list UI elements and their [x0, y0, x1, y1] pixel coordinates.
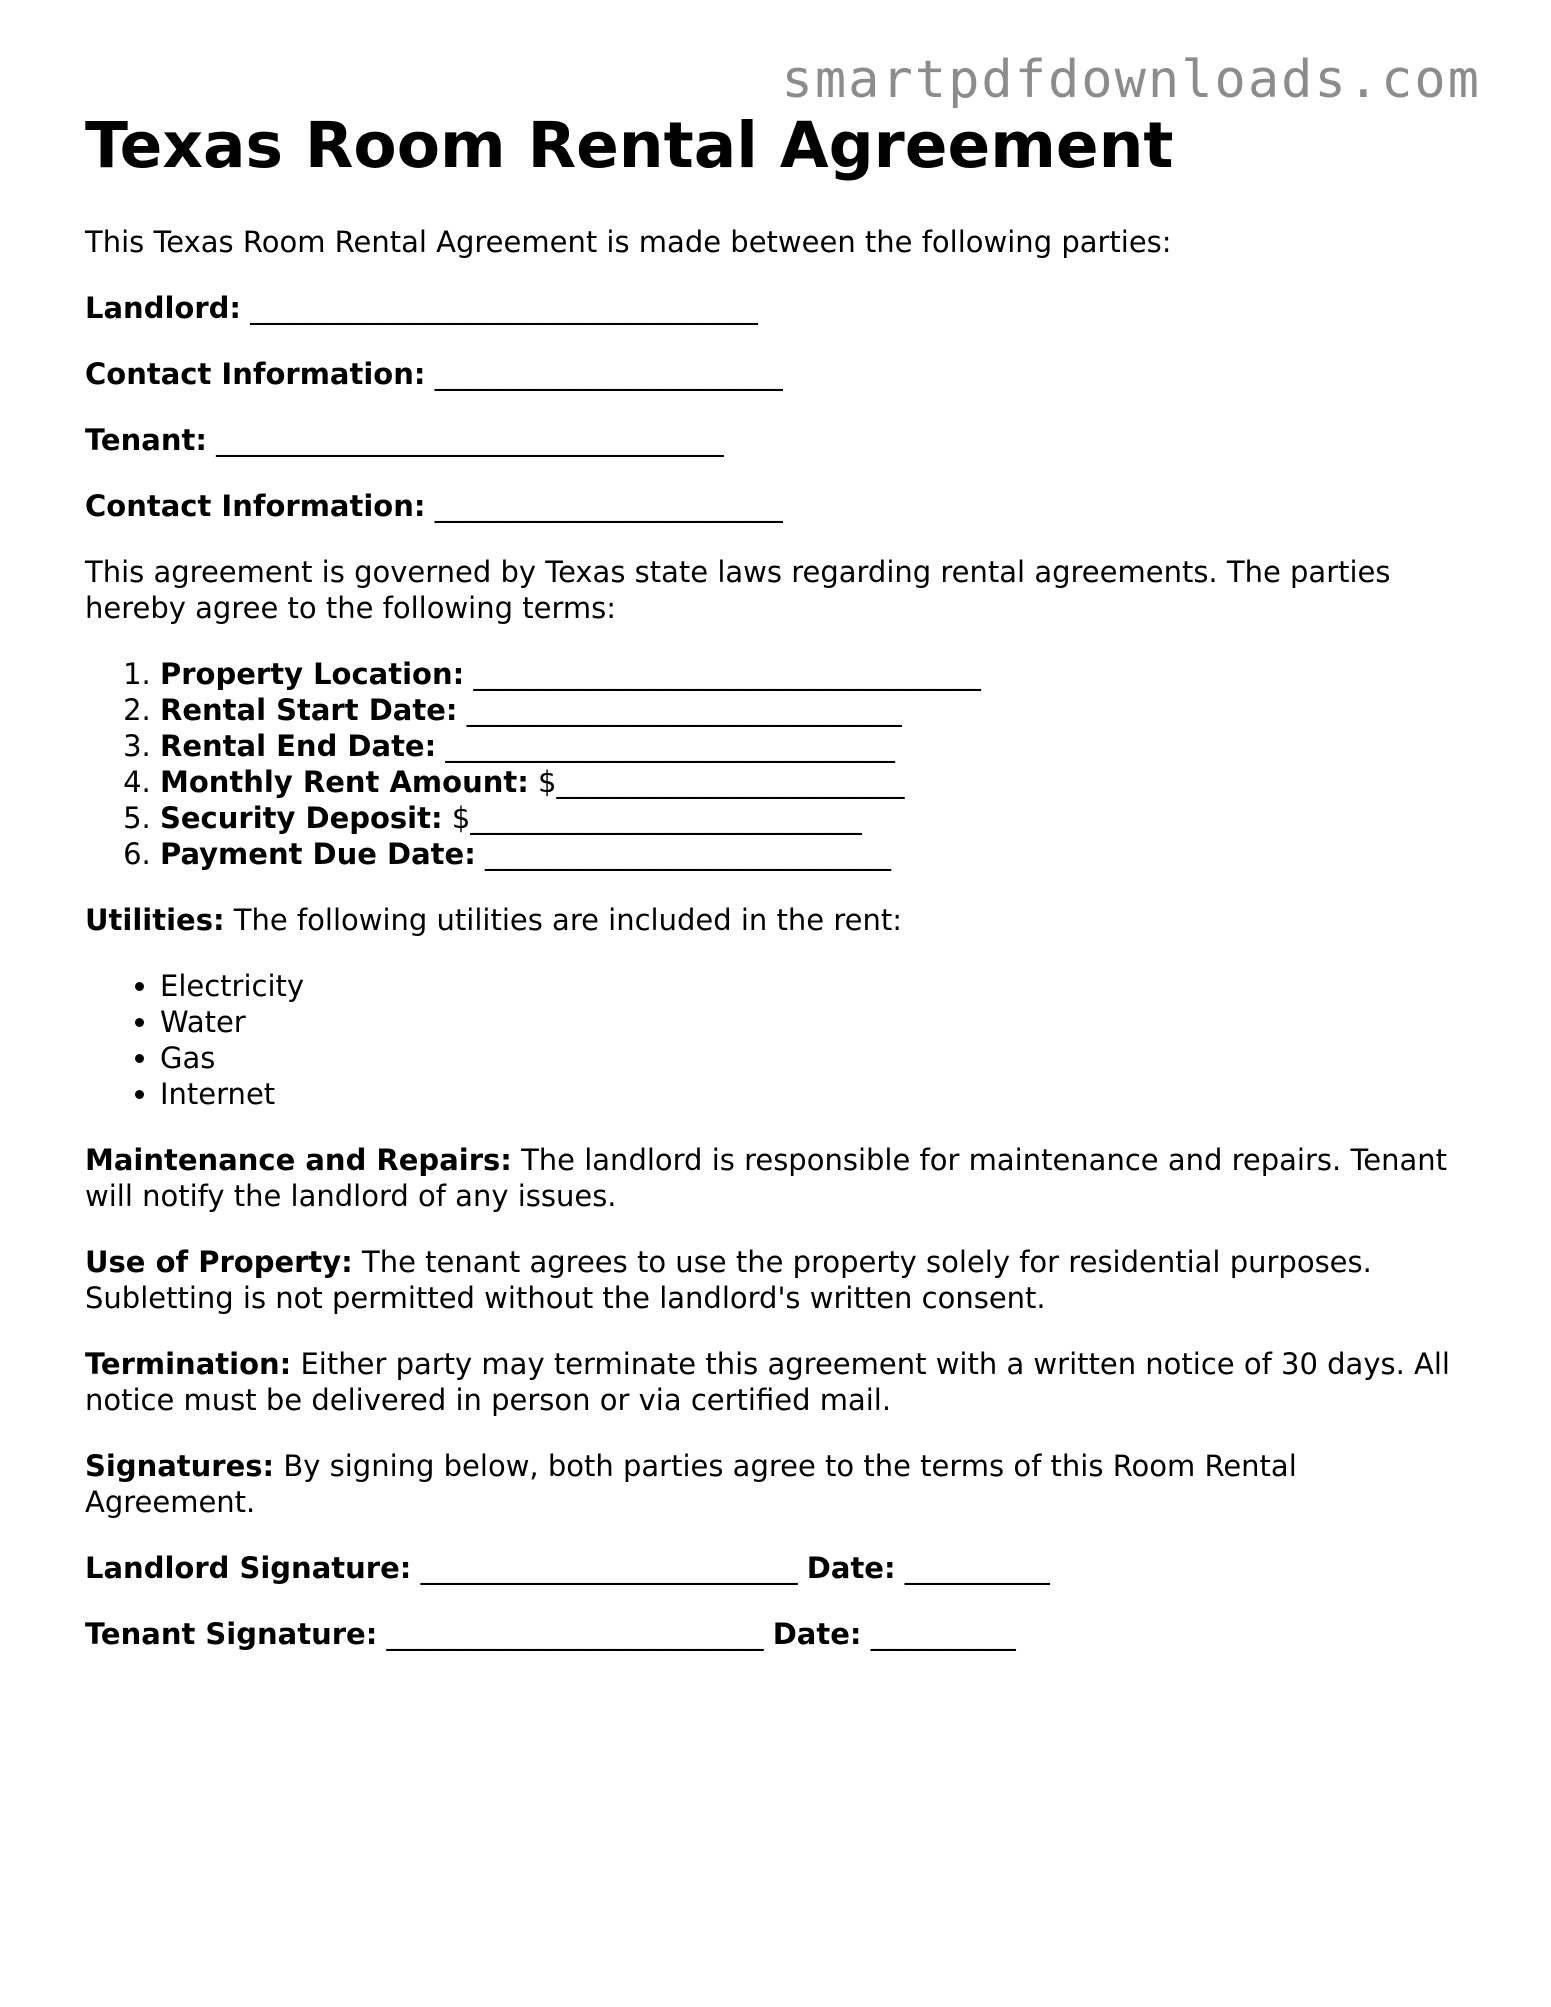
list-item [160, 800, 1475, 836]
list-item [160, 728, 1475, 764]
section-text: The following utilities are included in the rent: [233, 902, 902, 937]
section-label: Maintenance and Repairs: [85, 1142, 512, 1177]
field-label: Contact Information: [85, 356, 426, 391]
watermark: smartpdfdownloads.com [781, 50, 1481, 110]
term-label: Security Deposit: [160, 800, 443, 835]
section-label: Utilities: [85, 902, 225, 937]
list-item [160, 836, 1475, 872]
section-label: Use of Property: [85, 1244, 353, 1279]
landlord-blank[interactable]: ___________________________________ [250, 290, 758, 325]
list-item: • Gas [160, 1040, 1475, 1076]
landlord-signature-blank[interactable]: __________________________ [420, 1550, 798, 1585]
section-text: The tenant agrees to use the property solely for residential purposes. Subletting is not permitted without the landlord's written consent. [85, 1244, 1372, 1315]
utilities-paragraph [85, 902, 1475, 938]
utilities-list [85, 968, 1475, 1112]
rental-end-date-blank[interactable]: _______________________________ [445, 728, 895, 763]
section-label: Termination: [85, 1346, 292, 1381]
security-deposit-blank[interactable]: $___________________________ [451, 800, 862, 835]
maintenance-paragraph [85, 1142, 1475, 1214]
page-title: Texas Room Rental Agreement [85, 109, 1174, 182]
date-label: Date: [806, 1550, 896, 1585]
field-label: Tenant: [85, 422, 207, 457]
landlord-contact-blank[interactable]: ________________________ [434, 356, 783, 391]
date-label: Date: [772, 1616, 862, 1651]
list-item [160, 692, 1475, 728]
term-label: Property Location: [160, 656, 465, 691]
section-text: By signing below, both parties agree to the terms of this Room Rental Agreement. [85, 1448, 1297, 1519]
term-label: Rental End Date: [160, 728, 437, 763]
property-location-blank[interactable]: ___________________________________ [473, 656, 981, 691]
field-label: Landlord: [85, 290, 241, 325]
landlord-contact-field [85, 356, 1475, 392]
signatures-paragraph [85, 1448, 1475, 1520]
tenant-contact-field [85, 488, 1475, 524]
use-of-property-paragraph [85, 1244, 1475, 1316]
section-label: Signatures: [85, 1448, 275, 1483]
list-item [160, 656, 1475, 692]
signature-label: Landlord Signature: [85, 1550, 412, 1585]
section-text: The landlord is responsible for maintenance and repairs. Tenant will notify the landlord of any issues. [85, 1142, 1447, 1213]
term-label: Monthly Rent Amount: [160, 764, 529, 799]
list-item [160, 764, 1475, 800]
landlord-signature-line [85, 1550, 1475, 1586]
tenant-contact-blank[interactable]: ________________________ [434, 488, 783, 523]
term-label: Rental Start Date: [160, 692, 458, 727]
terms-list [85, 656, 1475, 872]
list-item: • Internet [160, 1076, 1475, 1112]
field-label: Contact Information: [85, 488, 426, 523]
section-text: Either party may terminate this agreement with a written notice of 30 days. All notice must be delivered in person or via certified mail. [85, 1346, 1450, 1417]
tenant-field [85, 422, 1475, 458]
rental-start-date-blank[interactable]: ______________________________ [466, 692, 902, 727]
document-page [85, 108, 1475, 1682]
signature-label: Tenant Signature: [85, 1616, 378, 1651]
list-item: • Water [160, 1004, 1475, 1040]
list-item: • Electricity [160, 968, 1475, 1004]
tenant-signature-line [85, 1616, 1475, 1652]
tenant-signature-blank[interactable]: __________________________ [386, 1616, 764, 1651]
term-label: Payment Due Date: [160, 836, 476, 871]
landlord-field [85, 290, 1475, 326]
governing-text: This agreement is governed by Texas state laws regarding rental agreements. The parties hereby agree to the following terms: [85, 554, 1391, 625]
tenant-blank[interactable]: ___________________________________ [216, 422, 724, 457]
monthly-rent-blank[interactable]: $________________________ [538, 764, 905, 799]
tenant-date-blank[interactable]: __________ [870, 1616, 1016, 1651]
landlord-date-blank[interactable]: __________ [904, 1550, 1050, 1585]
termination-paragraph [85, 1346, 1475, 1418]
intro-text: This Texas Room Rental Agreement is made between the following parties: [85, 224, 1172, 259]
payment-due-date-blank[interactable]: ____________________________ [485, 836, 892, 871]
